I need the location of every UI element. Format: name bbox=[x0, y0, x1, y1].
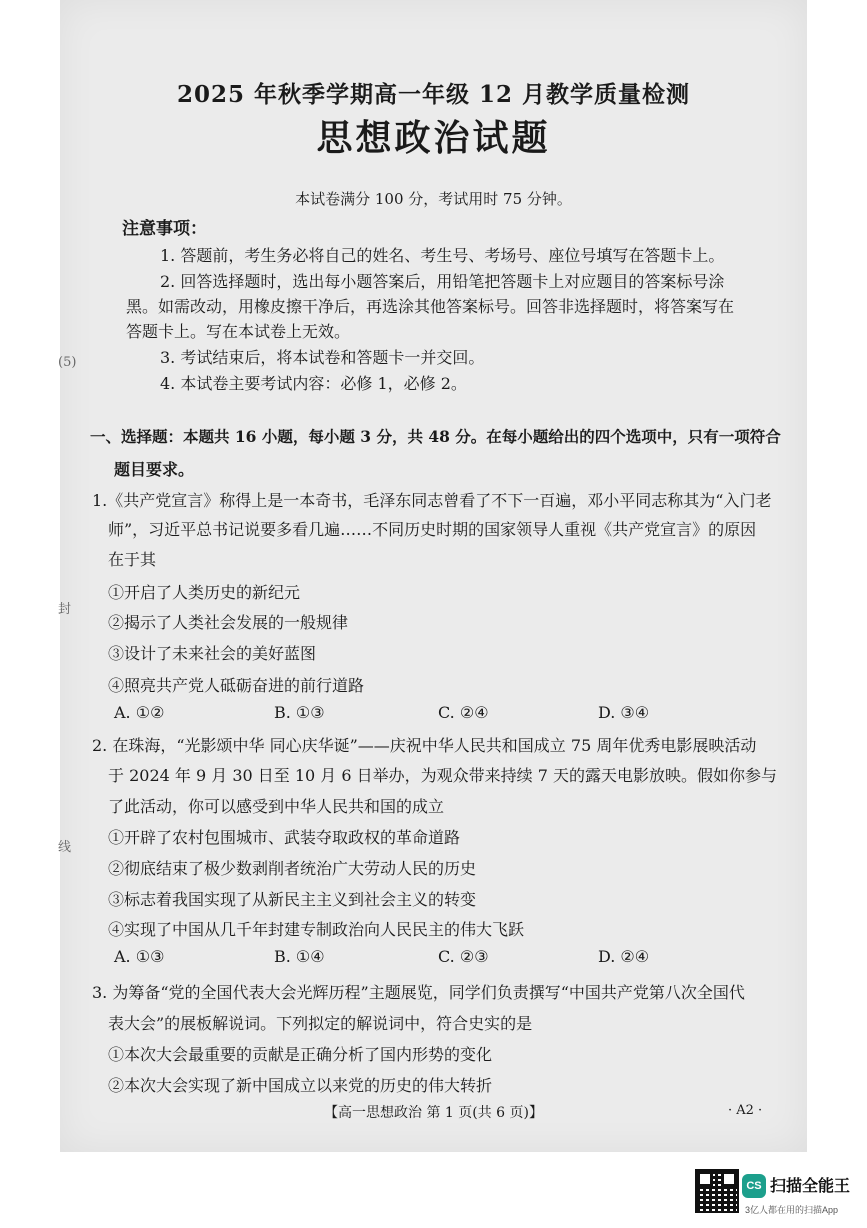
section-heading-cont: 题目要求。 bbox=[114, 460, 195, 479]
binding-mark: 封 bbox=[58, 602, 72, 617]
question-3-stem: 表大会”的展板解说词。下列拟定的解说词中，符合史实的是 bbox=[108, 1014, 533, 1033]
question-1-item: ④照亮共产党人砥砺奋进的前行道路 bbox=[108, 676, 365, 695]
notice-line: 黑。如需改动，用橡皮擦干净后，再选涂其他答案标号。回答非选择题时，将答案写在 bbox=[126, 297, 735, 316]
qr-code-icon bbox=[697, 1171, 737, 1211]
section-heading: 一、选择题：本题共 16 小题，每小题 3 分，共 48 分。在每小题给出的四个选项中，只有一项符合 bbox=[90, 427, 781, 446]
scanner-brand: 扫描全能王 bbox=[770, 1178, 851, 1195]
question-1-item: ②揭示了人类社会发展的一般规律 bbox=[108, 613, 349, 632]
question-2-option-b[interactable]: B. ①④ bbox=[274, 947, 325, 966]
binding-mark: (5) bbox=[58, 355, 77, 370]
question-2-option-c[interactable]: C. ②③ bbox=[438, 947, 489, 966]
question-1-stem: 1.《共产党宣言》称得上是一本奇书，毛泽东同志曾看了不下一百遍，邓小平同志称其为“入门老 bbox=[92, 491, 772, 510]
question-1-stem: 师”，习近平总书记说要多看几遍……不同历史时期的国家领导人重视《共产党宣言》的原因 bbox=[108, 520, 757, 539]
question-1-option-a[interactable]: A. ①② bbox=[114, 703, 165, 722]
page-footer: 【高一思想政治 第 1 页(共 6 页)】 bbox=[324, 1105, 543, 1121]
question-2-stem: 2. 在珠海，“光影颂中华 同心庆华诞”——庆祝中华人民共和国成立 75 周年优秀电影展映活动 bbox=[92, 736, 757, 755]
question-2-item: ①开辟了农村包围城市、武装夺取政权的革命道路 bbox=[108, 828, 461, 847]
question-1-option-b[interactable]: B. ①③ bbox=[274, 703, 325, 722]
question-1-item: ①开启了人类历史的新纪元 bbox=[108, 583, 301, 602]
question-2-stem: 了此活动，你可以感受到中华人民共和国的成立 bbox=[108, 797, 445, 816]
question-2-option-d[interactable]: D. ②④ bbox=[598, 947, 650, 966]
camscanner-logo-icon: CS bbox=[742, 1174, 766, 1198]
paper-code: · A2 · bbox=[728, 1103, 763, 1118]
subject-title: 思想政治试题 bbox=[316, 117, 551, 159]
question-2-stem: 于 2024 年 9 月 30 日至 10 月 6 日举办，为观众带来持续 7 天的露天电影放映。假如你参与 bbox=[108, 766, 778, 785]
question-3-item: ①本次大会最重要的贡献是正确分析了国内形势的变化 bbox=[108, 1045, 493, 1064]
question-1-item: ③设计了未来社会的美好蓝图 bbox=[108, 644, 317, 663]
exam-title: 2025 年秋季学期高一年级 12 月教学质量检测 bbox=[176, 81, 691, 108]
question-2-option-a[interactable]: A. ①③ bbox=[114, 947, 165, 966]
notice-title: 注意事项： bbox=[122, 219, 207, 239]
notice-line: 4. 本试卷主要考试内容：必修 1，必修 2。 bbox=[160, 374, 467, 393]
binding-mark: 线 bbox=[58, 840, 72, 855]
question-3-stem: 3. 为筹备“党的全国代表大会光辉历程”主题展览，同学们负责撰写“中国共产党第八次全国代 bbox=[92, 983, 745, 1002]
exam-page bbox=[60, 0, 807, 1152]
scanner-slogan: 3亿人都在用的扫描App bbox=[745, 1205, 839, 1215]
question-3-item: ②本次大会实现了新中国成立以来党的历史的伟大转折 bbox=[108, 1076, 493, 1095]
question-2-item: ②彻底结束了极少数剥削者统治广大劳动人民的历史 bbox=[108, 859, 477, 878]
notice-line: 3. 考试结束后，将本试卷和答题卡一并交回。 bbox=[160, 348, 485, 367]
question-2-item: ④实现了中国从几千年封建专制政治向人民民主的伟大飞跃 bbox=[108, 920, 525, 939]
question-1-option-c[interactable]: C. ②④ bbox=[438, 703, 489, 722]
notice-line: 1. 答题前，考生务必将自己的姓名、考生号、考场号、座位号填写在答题卡上。 bbox=[160, 246, 725, 265]
question-1-option-d[interactable]: D. ③④ bbox=[598, 703, 650, 722]
notice-line: 2. 回答选择题时，选出每小题答案后，用铅笔把答题卡上对应题目的答案标号涂 bbox=[160, 272, 725, 291]
notice-line: 答题卡上。写在本试卷上无效。 bbox=[126, 322, 351, 341]
question-2-item: ③标志着我国实现了从新民主主义到社会主义的转变 bbox=[108, 890, 477, 909]
question-1-stem: 在于其 bbox=[108, 550, 157, 569]
exam-info: 本试卷满分 100 分，考试用时 75 分钟。 bbox=[295, 190, 572, 208]
